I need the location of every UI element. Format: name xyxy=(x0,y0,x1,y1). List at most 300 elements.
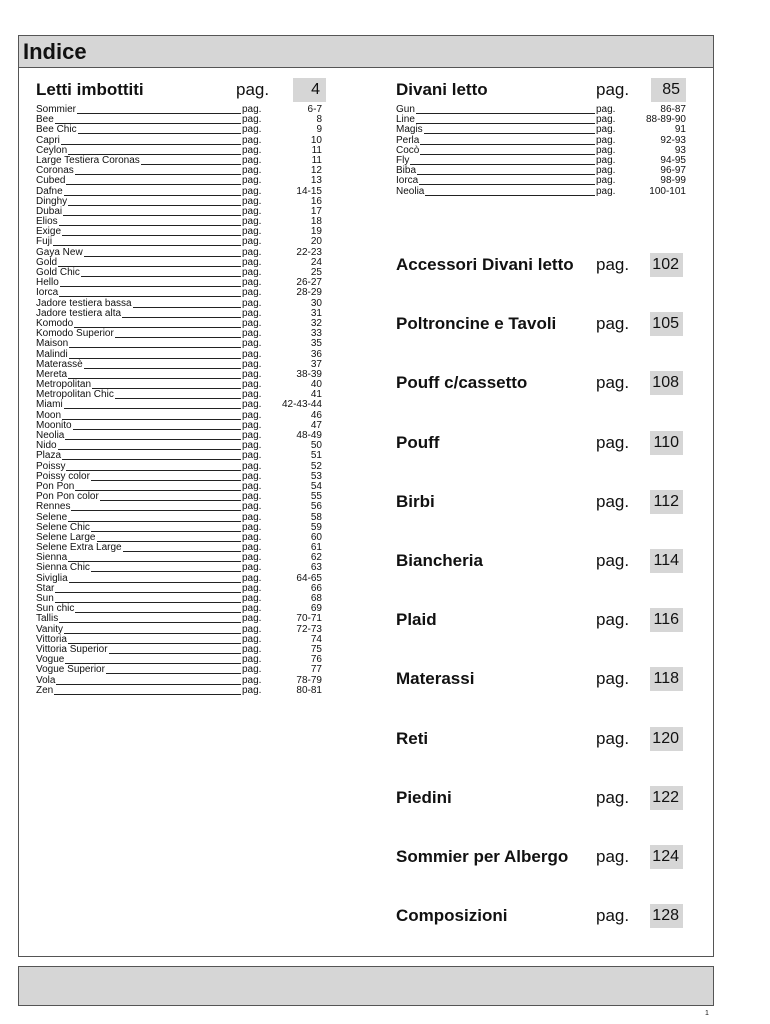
leader-line xyxy=(59,225,241,226)
list-item xyxy=(396,166,686,176)
item-page-number: 77 xyxy=(310,664,322,676)
list-item xyxy=(396,105,686,115)
item-page-number: 51 xyxy=(310,450,322,462)
list-item xyxy=(396,115,686,125)
item-page-number: 30 xyxy=(310,297,322,309)
item-pag-label: pag. xyxy=(242,256,262,268)
section-title: Pouff c/cassetto xyxy=(396,373,528,392)
item-name: Vittoria xyxy=(36,633,67,645)
item-pag-label: pag. xyxy=(242,684,262,696)
item-pag-label: pag. xyxy=(242,419,262,431)
leader-line xyxy=(68,205,241,206)
item-pag-label: pag. xyxy=(242,379,262,391)
divani-letto-list xyxy=(396,105,686,197)
item-pag-label: pag. xyxy=(242,277,262,289)
leader-line xyxy=(65,439,241,440)
section-divani-letto xyxy=(396,78,686,102)
leader-line xyxy=(54,694,241,695)
section-title: Reti xyxy=(396,729,429,748)
section-title: Plaid xyxy=(396,610,437,629)
item-name: Plaza xyxy=(36,450,62,462)
section-title: Sommier per Albergo xyxy=(396,847,569,866)
item-page-number: 72-73 xyxy=(296,623,322,635)
leader-line xyxy=(141,164,241,165)
item-page-number: 47 xyxy=(310,419,322,431)
item-pag-label: pag. xyxy=(242,562,262,574)
item-name: Metropolitan xyxy=(36,379,92,391)
item-page-number: 55 xyxy=(310,491,322,503)
item-name: Poissy color xyxy=(36,470,90,482)
list-item xyxy=(396,187,686,197)
leader-line xyxy=(425,195,595,196)
item-pag-label: pag. xyxy=(242,460,262,472)
leader-line xyxy=(73,429,241,430)
item-pag-label: pag. xyxy=(242,348,262,360)
list-item xyxy=(36,645,322,655)
leader-line xyxy=(133,307,241,308)
item-name: Gun xyxy=(396,104,415,115)
section-page-number: 118 xyxy=(650,667,683,691)
item-pag-label: pag. xyxy=(596,165,616,177)
section-pag-label: pag. xyxy=(596,80,630,99)
item-pag-label: pag. xyxy=(242,654,262,666)
item-pag-label: pag. xyxy=(242,287,262,299)
list-item xyxy=(36,421,322,431)
item-name: Moonito xyxy=(36,419,72,431)
item-page-number: 33 xyxy=(310,328,322,340)
leader-line xyxy=(416,113,595,114)
leader-line xyxy=(64,195,241,196)
list-item xyxy=(36,472,322,482)
list-item xyxy=(36,268,322,278)
item-pag-label: pag. xyxy=(242,450,262,462)
leader-line xyxy=(91,531,241,532)
item-pag-label: pag. xyxy=(242,623,262,635)
section-page-number: 122 xyxy=(650,786,683,810)
section-page-number: 112 xyxy=(650,490,683,514)
item-pag-label: pag. xyxy=(242,226,262,238)
item-pag-label: pag. xyxy=(242,531,262,543)
item-name: Iorca xyxy=(36,287,59,299)
leader-line xyxy=(68,521,241,522)
section-entry xyxy=(396,492,686,518)
section-page-number: 105 xyxy=(650,312,683,336)
leader-line xyxy=(81,276,241,277)
list-item xyxy=(36,451,322,461)
item-name: Miami xyxy=(36,399,63,411)
item-pag-label: pag. xyxy=(242,440,262,452)
item-page-number: 20 xyxy=(310,236,322,248)
item-page-number: 91 xyxy=(674,124,686,136)
item-page-number: 38-39 xyxy=(296,368,322,380)
list-item xyxy=(36,543,322,553)
list-item xyxy=(36,441,322,451)
item-pag-label: pag. xyxy=(242,542,262,554)
item-page-number: 94-95 xyxy=(660,154,686,166)
list-item xyxy=(36,676,322,686)
item-pag-label: pag. xyxy=(242,511,262,523)
item-page-number: 19 xyxy=(310,226,322,238)
item-pag-label: pag. xyxy=(242,154,262,166)
item-name: Komodo xyxy=(36,317,74,329)
item-page-number: 24 xyxy=(310,256,322,268)
list-item xyxy=(36,227,322,237)
item-name: Bee Chic xyxy=(36,124,77,136)
item-page-number: 50 xyxy=(310,440,322,452)
item-pag-label: pag. xyxy=(242,114,262,126)
item-page-number: 63 xyxy=(310,562,322,574)
item-pag-label: pag. xyxy=(242,358,262,370)
list-item xyxy=(396,176,686,186)
item-page-number: 59 xyxy=(310,521,322,533)
section-pag-label: pag. xyxy=(596,373,630,392)
item-page-number: 76 xyxy=(310,654,322,666)
item-name: Komodo Superior xyxy=(36,328,114,340)
section-title: Composizioni xyxy=(396,906,508,925)
section-page-number: 120 xyxy=(650,727,683,751)
list-item xyxy=(36,166,322,176)
list-item xyxy=(36,574,322,584)
item-pag-label: pag. xyxy=(242,195,262,207)
leader-line xyxy=(417,174,595,175)
item-pag-label: pag. xyxy=(596,144,616,156)
leader-line xyxy=(416,123,595,124)
leader-line xyxy=(55,602,241,603)
item-pag-label: pag. xyxy=(242,603,262,615)
item-page-number: 61 xyxy=(310,542,322,554)
item-pag-label: pag. xyxy=(242,236,262,248)
item-page-number: 16 xyxy=(310,195,322,207)
index-header xyxy=(19,36,713,68)
item-name: Selene xyxy=(36,511,68,523)
item-page-number: 70-71 xyxy=(296,613,322,625)
leader-line xyxy=(78,133,241,134)
section-entry xyxy=(396,433,686,459)
item-name: Nido xyxy=(36,440,57,452)
page-title: Indice xyxy=(23,39,87,64)
item-pag-label: pag. xyxy=(242,430,262,441)
section-pag-label: pag. xyxy=(596,610,630,629)
item-name: Pon Pon color xyxy=(36,491,99,503)
leader-line xyxy=(61,144,241,145)
item-name: Neolia xyxy=(396,185,425,197)
leader-line xyxy=(58,266,241,267)
item-page-number: 46 xyxy=(310,409,322,421)
leader-line xyxy=(71,510,241,511)
item-name: Magis xyxy=(396,124,423,136)
item-pag-label: pag. xyxy=(242,399,262,411)
leader-line xyxy=(66,470,241,471)
letti-imbottiti-list xyxy=(36,105,322,696)
list-item xyxy=(36,136,322,146)
section-page-number: 102 xyxy=(650,253,683,277)
list-item xyxy=(36,492,322,502)
section-page-number: 85 xyxy=(651,78,686,102)
section-pag-label: pag. xyxy=(596,788,630,807)
item-pag-label: pag. xyxy=(242,144,262,156)
leader-line xyxy=(62,235,241,236)
list-item xyxy=(36,217,322,227)
item-page-number: 8 xyxy=(316,114,322,126)
item-pag-label: pag. xyxy=(242,104,262,115)
item-name: Fly xyxy=(396,154,410,166)
item-name: Large Testiera Coronas xyxy=(36,154,140,166)
leader-line xyxy=(68,378,241,379)
item-name: Cocò xyxy=(396,144,420,156)
item-name: Neolia xyxy=(36,430,65,441)
leader-line xyxy=(75,490,241,491)
item-page-number: 41 xyxy=(310,389,322,401)
list-item xyxy=(396,156,686,166)
item-pag-label: pag. xyxy=(596,154,616,166)
item-name: Jadore testiera bassa xyxy=(36,297,132,309)
item-name: Line xyxy=(396,114,415,126)
list-item xyxy=(36,156,322,166)
section-pag-label: pag. xyxy=(596,433,630,452)
item-name: Biba xyxy=(396,165,417,177)
leader-line xyxy=(62,459,241,460)
item-pag-label: pag. xyxy=(242,134,262,146)
item-pag-label: pag. xyxy=(242,205,262,217)
item-pag-label: pag. xyxy=(242,521,262,533)
section-entry xyxy=(396,610,686,636)
item-name: Coronas xyxy=(36,165,74,177)
item-name: Sun xyxy=(36,593,54,604)
item-name: Mereta xyxy=(36,368,68,380)
leader-line xyxy=(420,144,595,145)
list-item xyxy=(36,594,322,604)
section-page-number: 4 xyxy=(293,78,326,102)
section-pag-label: pag. xyxy=(596,729,630,748)
item-page-number: 35 xyxy=(310,338,322,350)
item-name: Vogue Superior xyxy=(36,664,105,676)
item-pag-label: pag. xyxy=(242,593,262,604)
list-item xyxy=(36,115,322,125)
list-item xyxy=(36,187,322,197)
item-name: Ceylon xyxy=(36,144,68,156)
leader-line xyxy=(77,113,241,114)
item-name: Moon xyxy=(36,409,62,421)
section-entry xyxy=(396,314,686,340)
item-pag-label: pag. xyxy=(242,470,262,482)
list-item xyxy=(36,105,322,115)
item-page-number: 100-101 xyxy=(649,185,686,197)
item-pag-label: pag. xyxy=(242,317,262,329)
item-page-number: 93 xyxy=(674,144,686,156)
item-page-number: 52 xyxy=(310,460,322,472)
leader-line xyxy=(55,592,241,593)
item-name: Sun chic xyxy=(36,603,75,615)
item-pag-label: pag. xyxy=(242,328,262,340)
item-page-number: 64-65 xyxy=(296,572,322,584)
item-page-number: 17 xyxy=(310,205,322,217)
section-entry xyxy=(396,788,686,814)
leader-line xyxy=(64,633,241,634)
list-item xyxy=(36,207,322,217)
section-entry xyxy=(396,669,686,695)
leader-line xyxy=(62,419,241,420)
item-name: Vittoria Superior xyxy=(36,643,108,655)
section-title: Pouff xyxy=(396,433,440,452)
item-page-number: 56 xyxy=(310,501,322,513)
item-name: Star xyxy=(36,582,55,594)
item-name: Dafne xyxy=(36,185,63,197)
leader-line xyxy=(75,174,241,175)
item-page-number: 13 xyxy=(310,175,322,187)
section-pag-label: pag. xyxy=(596,255,630,274)
leader-line xyxy=(91,571,241,572)
leader-line xyxy=(75,612,241,613)
item-name: Materassè xyxy=(36,358,83,370)
item-name: Dinghy xyxy=(36,195,68,207)
item-page-number: 69 xyxy=(310,603,322,615)
item-pag-label: pag. xyxy=(596,124,616,136)
leader-line xyxy=(122,317,241,318)
item-name: Selene Large xyxy=(36,531,96,543)
list-item xyxy=(396,125,686,135)
list-item xyxy=(36,360,322,370)
item-page-number: 58 xyxy=(310,511,322,523)
section-page-number: 124 xyxy=(650,845,683,869)
section-letti-imbottiti xyxy=(36,78,326,102)
item-page-number: 14-15 xyxy=(296,185,322,197)
item-pag-label: pag. xyxy=(242,185,262,197)
list-item xyxy=(36,563,322,573)
list-item xyxy=(36,329,322,339)
section-title: Accessori Divani letto xyxy=(396,255,574,274)
item-page-number: 11 xyxy=(311,154,322,166)
item-name: Vola xyxy=(36,674,56,686)
list-item xyxy=(36,411,322,421)
list-item xyxy=(36,431,322,441)
list-item xyxy=(36,278,322,288)
item-name: Gold xyxy=(36,256,58,268)
item-pag-label: pag. xyxy=(242,572,262,584)
leader-line xyxy=(56,684,241,685)
item-pag-label: pag. xyxy=(242,643,262,655)
item-name: Hello xyxy=(36,277,59,289)
item-pag-label: pag. xyxy=(596,185,616,197)
section-title: Materassi xyxy=(396,669,475,688)
item-name: Fuji xyxy=(36,236,53,248)
item-name: Jadore testiera alta xyxy=(36,307,122,319)
item-page-number: 48-49 xyxy=(296,430,322,441)
list-item xyxy=(36,665,322,675)
section-page-number: 110 xyxy=(650,431,683,455)
page-number: 1 xyxy=(705,1010,709,1017)
item-page-number: 86-87 xyxy=(660,104,686,115)
section-pag-label: pag. xyxy=(596,492,630,511)
item-name: Gaya New xyxy=(36,246,83,258)
item-name: Selene Extra Large xyxy=(36,542,122,554)
list-item xyxy=(36,686,322,696)
leader-line xyxy=(123,551,241,552)
item-pag-label: pag. xyxy=(242,409,262,421)
item-pag-label: pag. xyxy=(242,501,262,513)
section-entry xyxy=(396,373,686,399)
list-item xyxy=(36,502,322,512)
list-item xyxy=(396,146,686,156)
item-page-number: 40 xyxy=(310,379,322,391)
leader-line xyxy=(419,184,595,185)
leader-line xyxy=(84,368,241,369)
item-page-number: 92-93 xyxy=(660,134,686,146)
item-pag-label: pag. xyxy=(596,175,616,187)
item-page-number: 32 xyxy=(310,317,322,329)
item-name: Bee xyxy=(36,114,54,126)
item-pag-label: pag. xyxy=(242,267,262,278)
list-item xyxy=(36,339,322,349)
item-page-number: 96-97 xyxy=(660,165,686,177)
item-name: Maison xyxy=(36,338,69,350)
item-pag-label: pag. xyxy=(242,216,262,228)
item-page-number: 54 xyxy=(310,480,322,492)
item-name: Exige xyxy=(36,226,62,238)
section-pag-label: pag. xyxy=(596,551,630,570)
item-page-number: 22-23 xyxy=(296,246,322,258)
list-item xyxy=(36,197,322,207)
item-name: Poissy xyxy=(36,460,66,472)
item-pag-label: pag. xyxy=(242,582,262,594)
list-item xyxy=(36,625,322,635)
item-name: Pon Pon xyxy=(36,480,75,492)
leader-line xyxy=(66,184,241,185)
leader-line xyxy=(84,256,241,257)
item-page-number: 60 xyxy=(310,531,322,543)
item-pag-label: pag. xyxy=(242,175,262,187)
item-name: Gold Chic xyxy=(36,267,80,278)
item-name: Dubai xyxy=(36,205,63,217)
item-pag-label: pag. xyxy=(242,613,262,625)
item-name: Elios xyxy=(36,216,58,228)
leader-line xyxy=(410,164,595,165)
section-page-number: 116 xyxy=(650,608,683,632)
leader-line xyxy=(92,388,241,389)
item-page-number: 53 xyxy=(310,470,322,482)
item-name: Capri xyxy=(36,134,60,146)
leader-line xyxy=(55,123,241,124)
leader-line xyxy=(91,480,241,481)
item-name: Sienna xyxy=(36,552,68,564)
item-page-number: 37 xyxy=(310,358,322,370)
item-pag-label: pag. xyxy=(242,389,262,401)
item-pag-label: pag. xyxy=(242,307,262,319)
item-page-number: 31 xyxy=(310,307,322,319)
section-page-number: 108 xyxy=(650,371,683,395)
item-name: Tallis xyxy=(36,613,59,625)
item-name: Rennes xyxy=(36,501,71,513)
list-item xyxy=(36,248,322,258)
list-item xyxy=(396,136,686,146)
item-name: Vanity xyxy=(36,623,64,635)
section-page-number: 128 xyxy=(650,904,683,928)
leader-line xyxy=(420,154,595,155)
item-page-number: 36 xyxy=(310,348,322,360)
section-pag-label: pag. xyxy=(596,906,630,925)
item-page-number: 11 xyxy=(311,144,322,156)
leader-line xyxy=(115,398,241,399)
section-pag-label: pag. xyxy=(596,669,630,688)
item-page-number: 62 xyxy=(310,552,322,564)
leader-line xyxy=(64,408,241,409)
section-title: Piedini xyxy=(396,788,452,807)
leader-line xyxy=(59,622,241,623)
leader-line xyxy=(69,347,241,348)
item-page-number: 66 xyxy=(310,582,322,594)
item-name: Iorca xyxy=(396,175,419,187)
section-title: Biancheria xyxy=(396,551,483,570)
item-pag-label: pag. xyxy=(242,633,262,645)
